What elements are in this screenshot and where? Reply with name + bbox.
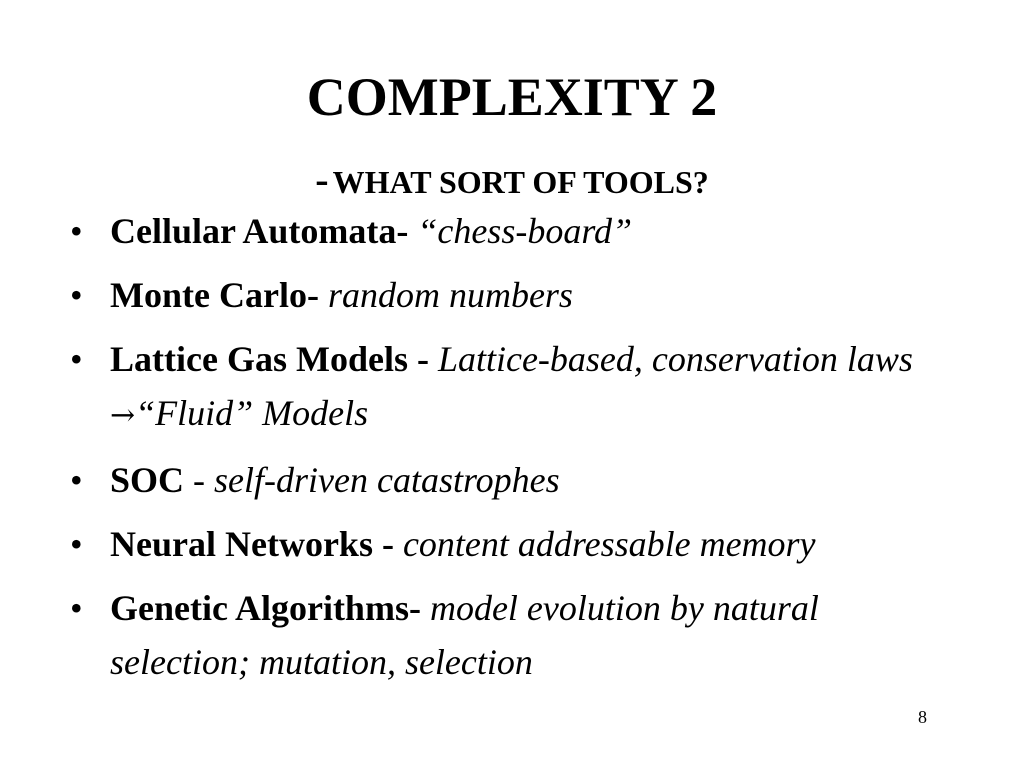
bullet-description: self-driven catastrophes — [214, 460, 560, 500]
bullet-item-cellular-automata — [70, 204, 930, 258]
subtitle-text: WHAT SORT OF TOOLS? — [332, 164, 709, 200]
bullet-term: Cellular Automata- — [110, 211, 409, 251]
bullet-separator — [429, 339, 438, 379]
arrow-right-icon: → — [110, 398, 136, 433]
bullet-separator — [319, 275, 328, 315]
bullet-item-lattice-gas-models — [70, 332, 930, 443]
bullet-item-soc — [70, 453, 930, 507]
bullet-icon: • — [70, 339, 83, 379]
bullet-icon: • — [70, 460, 83, 500]
bullet-icon: • — [70, 275, 83, 315]
bullet-item-neural-networks — [70, 517, 930, 571]
bullet-icon: • — [70, 211, 83, 251]
bullet-icon: • — [70, 524, 83, 564]
bullet-term: Lattice Gas Models - — [110, 339, 429, 379]
bullet-description: content addressable memory — [402, 524, 816, 564]
bullet-list — [70, 204, 930, 699]
bullet-term: Neural Networks - — [110, 524, 394, 564]
subtitle-dash: - — [315, 157, 329, 202]
bullet-description: “chess-board” — [417, 211, 633, 251]
bullet-description-continued: “Fluid” Models — [135, 393, 369, 433]
bullet-term: SOC — [110, 460, 185, 500]
bullet-term: Monte Carlo- — [110, 275, 319, 315]
bullet-term: Genetic Algorithms- — [110, 588, 421, 628]
bullet-icon: • — [70, 588, 83, 628]
page-number: 8 — [918, 707, 927, 727]
bullet-item-genetic-algorithms — [70, 581, 930, 689]
bullet-separator — [394, 524, 403, 564]
slide-title: COMPLEXITY 2 — [306, 67, 718, 127]
bullet-item-monte-carlo — [70, 268, 930, 322]
bullet-separator — [408, 211, 417, 251]
bullet-separator: - — [184, 460, 215, 500]
bullet-separator — [421, 588, 430, 628]
bullet-description: random numbers — [327, 275, 573, 315]
bullet-description: Lattice-based, conservation laws — [437, 339, 913, 379]
bullet-description: model evolution by natural selection; mutation, selection — [110, 588, 819, 682]
